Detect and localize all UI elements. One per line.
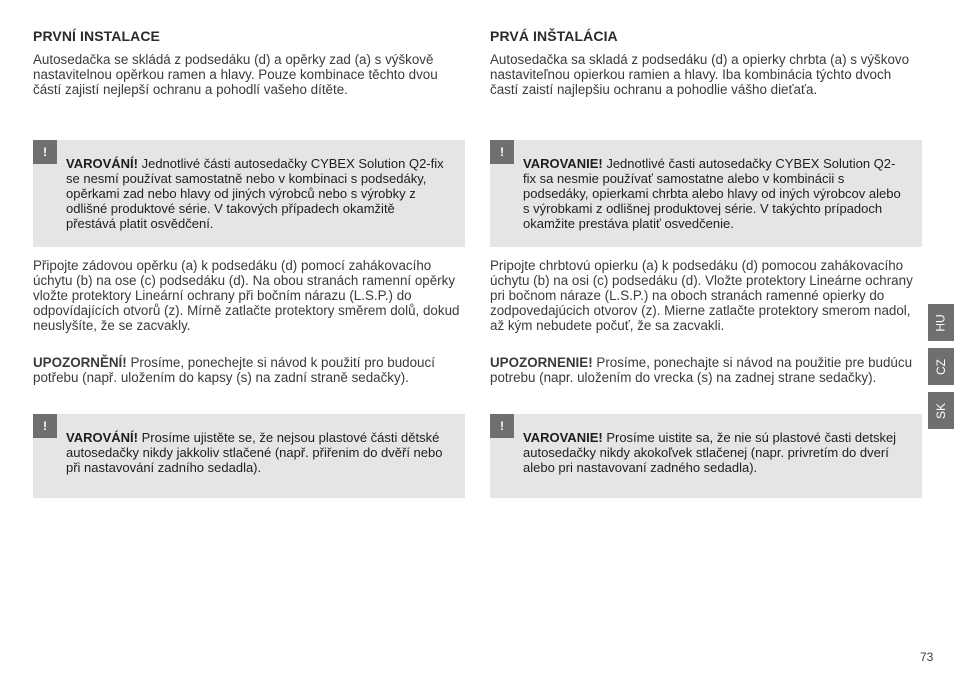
warning-text: Jednotlivé časti autosedačky CYBEX Solution Q2-fix sa nesmie používať samostatne alebo v kombinácii s podsedáky, opierkami chrbta alebo hlavy od iných výrobcov alebo s výrobkami z odlišnej produktovej série. V takýchto prípadoch okamžite prestáva platiť osvedčenie. — [523, 156, 901, 231]
language-tab-label: HU — [934, 313, 948, 332]
instructions-paragraph: Připojte zádovou opěrku (a) k podsedáku (d) pomocí zahákovacího úchytu (b) na ose (c) podsedáku (d). Na obou stranách ramenní opěrky vložte protektory Lineární ochrany při bočním nárazu (L.S.P.) do odpovídajících otvorů (z). Mírně zatlačte protektory směrem dolů, dokud neuslyšíte, že se zacvakly. — [33, 258, 460, 333]
warning-box-2 — [490, 414, 922, 498]
intro-paragraph: Autosedačka sa skladá z podsedáku (d) a opierky chrbta (a) s výškovo nastaviteľnou opierkou ramien a hlavy. Iba kombinácia týchto dvoch častí zaistí najlepšiu ochranu a pohodlie vášho dieťaťa. — [490, 52, 910, 97]
note-text: Prosíme, ponechajte si návod na použitie pre budúcu potrebu (napr. uložením do vrecka (s) na zadnej strane sedačky). — [490, 355, 913, 385]
warning-label: VAROVÁNÍ! — [66, 156, 138, 171]
instructions-paragraph: Pripojte chrbtovú opierku (a) k podsedáku (d) pomocou zahákovacího úchytu (b) na osi (c) podsedáku (d). Vložte protektory Lineárne ochrany pri bočnom náraze (L.S.P.) na oboch stranách ramenné opierky do zodpovedajúcich otvorov (z). Mierne zatlačte protektory smerom nadol, až kým nebudete počuť, že sa zacvakli. — [490, 258, 913, 333]
language-tab-cz[interactable] — [928, 348, 954, 385]
note-text: Prosíme, ponechejte si návod k použití pro budoucí potřebu (např. uložením do kapsy (s) na zadní straně sedačky). — [33, 355, 435, 385]
language-tab-hu[interactable] — [928, 304, 954, 341]
warning-label: VAROVANIE! — [523, 156, 603, 171]
warning-label: VAROVANIE! — [523, 430, 603, 445]
language-tab-label: SK — [933, 402, 948, 419]
column-czech — [33, 28, 465, 498]
exclamation-icon: ! — [490, 140, 514, 164]
note-label: UPOZORNĚNÍ! — [33, 355, 127, 370]
intro-paragraph: Autosedačka se skládá z podsedáku (d) a opěrky zad (a) s výškově nastavitelnou opěrkou ramen a hlavy. Pouze kombinace těchto dvou částí zajistí nejlepší ochranu a pohodlí vašeho dítěte. — [33, 52, 438, 97]
section-heading: PRVNÍ INSTALACE — [33, 28, 160, 44]
section-heading: PRVÁ INŠTALÁCIA — [490, 28, 618, 44]
note-paragraph — [490, 355, 922, 403]
warning-box — [33, 140, 465, 247]
exclamation-icon: ! — [33, 414, 57, 438]
language-tab-sk[interactable] — [928, 392, 954, 429]
warning-text: Prosíme ujistěte se, že nejsou plastové části dětské autosedačky nikdy jakkoliv stlačené (např. přiřenim do dvěří nebo při nastavování zadního sedadla). — [66, 430, 443, 475]
exclamation-icon: ! — [33, 140, 57, 164]
warning-label: VAROVÁNÍ! — [66, 430, 138, 445]
warning-box — [490, 140, 922, 247]
language-tab-label: CZ — [934, 358, 948, 375]
page-number: 73 — [920, 650, 934, 664]
warning-box-2 — [33, 414, 465, 498]
language-tabs — [928, 304, 954, 436]
warning-text: Jednotlivé části autosedačky CYBEX Solution Q2-fix se nesmí používat samostatně nebo v kombinaci s podsedáky, opěrkami zad nebo hlavy od jiných výrobců nebo s výrobky z odlišné produktové série. V takových případech okamžitě přestává platit osvědčení. — [66, 156, 444, 231]
column-slovak — [490, 28, 922, 498]
exclamation-icon: ! — [490, 414, 514, 438]
note-label: UPOZORNENIE! — [490, 355, 593, 370]
warning-text: Prosíme uistite sa, že nie sú plastové časti detskej autosedačky nikdy akokoľvek stlačenej (napr. privretím do dverí alebo pri nastavovaní zadného sedadla). — [523, 430, 897, 475]
note-paragraph — [33, 355, 465, 403]
